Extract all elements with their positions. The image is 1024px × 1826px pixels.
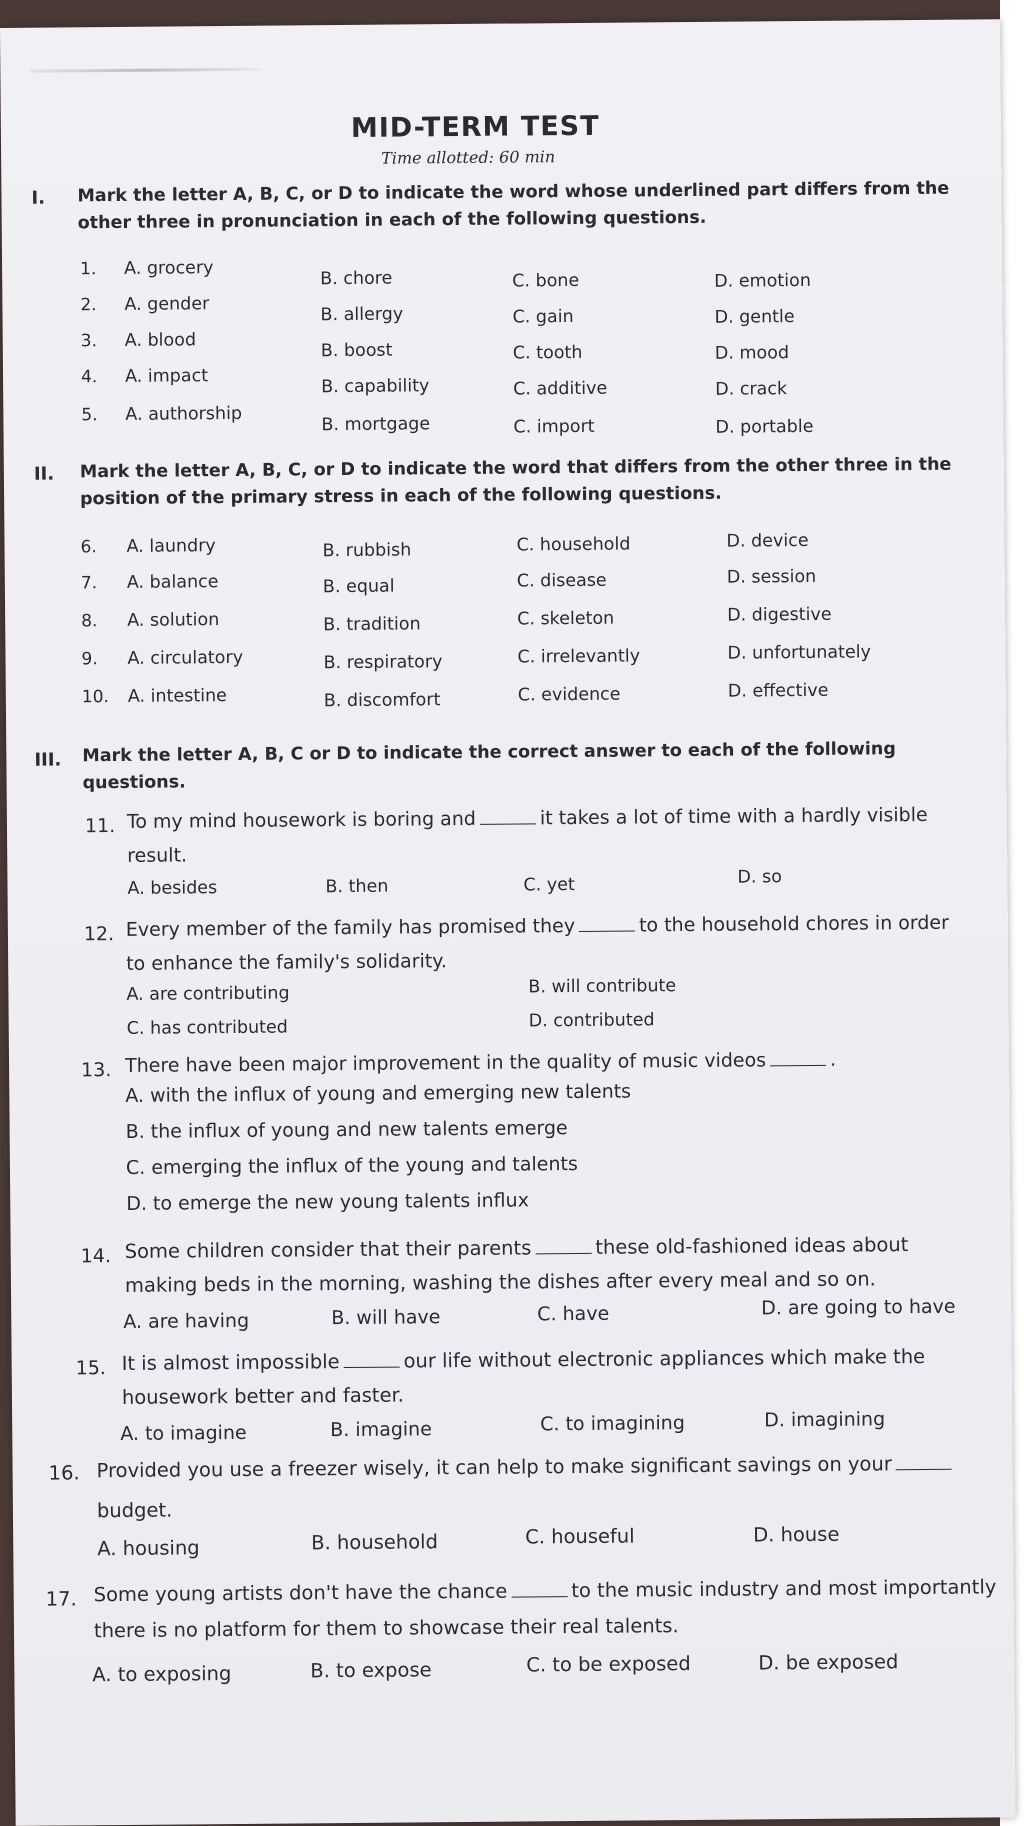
question-15-stem-start: It is almost impossible [121, 1350, 340, 1375]
question-16-stem-start: Provided you use a freezer wisely, it can help to make significant savings on your [96, 1452, 892, 1483]
question-14-option-a[interactable]: A. are having [123, 1309, 250, 1333]
question-2-option-d[interactable]: D. gentle [714, 307, 795, 328]
question-5-option-a[interactable]: A. authorship [125, 403, 243, 425]
question-13-number: 13. [81, 1059, 112, 1082]
question-14-stem [125, 1227, 988, 1303]
question-13-stem [125, 1042, 965, 1083]
question-3-number: 3. [80, 331, 98, 352]
question-14-blank [535, 1252, 591, 1254]
question-16-option-d[interactable]: D. house [753, 1522, 840, 1547]
question-3-option-d[interactable]: D. mood [714, 343, 790, 364]
question-7-number: 7. [80, 573, 98, 594]
page-title: MID-TERM TEST [350, 110, 600, 144]
question-15-blank [344, 1366, 400, 1368]
question-12-option-b[interactable]: B. will contribute [528, 976, 677, 998]
question-11-stem [127, 798, 968, 873]
question-13-stem-end: . [830, 1048, 837, 1071]
question-9-option-c[interactable]: C. irrelevantly [517, 646, 641, 668]
question-11-option-a[interactable]: A. besides [127, 878, 218, 899]
question-13-stem-start: There have been major improvement in the quality of music videos [124, 1049, 767, 1077]
question-7-option-d[interactable]: D. session [726, 566, 817, 588]
question-15-stem [122, 1339, 995, 1415]
paper-fold-line [30, 68, 260, 73]
section-3-number: III. [34, 749, 62, 771]
question-6-option-a[interactable]: A. laundry [126, 536, 216, 557]
question-12-stem-start: Every member of the family has promised they [125, 915, 576, 941]
question-16-number: 16. [48, 1461, 80, 1485]
question-10-number: 10. [81, 687, 109, 708]
question-17-number: 17. [45, 1587, 77, 1611]
question-5-option-c[interactable]: C. import [513, 416, 595, 438]
question-2-option-b[interactable]: B. allergy [320, 304, 404, 326]
question-11-option-d[interactable]: D. so [737, 867, 782, 888]
question-9-option-a[interactable]: A. circulatory [127, 647, 244, 669]
question-13-option-d[interactable]: D. to emerge the new young talents influx [126, 1189, 529, 1215]
question-17-option-d[interactable]: D. be exposed [758, 1650, 899, 1675]
question-12-option-c[interactable]: C. has contributed [126, 1017, 288, 1039]
question-12-blank [579, 929, 635, 931]
question-16-blank [896, 1468, 952, 1470]
question-14-number: 14. [80, 1245, 112, 1268]
question-17-stem [94, 1569, 1005, 1649]
question-6-option-d[interactable]: D. device [726, 530, 809, 552]
question-6-option-c[interactable]: C. household [516, 534, 631, 556]
question-8-option-c[interactable]: C. skeleton [517, 608, 615, 630]
question-12-option-d[interactable]: D. contributed [528, 1010, 655, 1032]
question-5-option-d[interactable]: D. portable [715, 416, 814, 438]
question-1-option-b[interactable]: B. chore [320, 268, 393, 290]
question-17-stem-end: to the music industry and most importantly there is no platform for them to showcase their real talents. [93, 1575, 997, 1643]
question-5-number: 5. [81, 405, 98, 426]
question-13-option-c[interactable]: C. emerging the influx of the young and talents [125, 1153, 578, 1179]
question-10-option-d[interactable]: D. effective [727, 680, 829, 702]
question-4-option-c[interactable]: C. additive [513, 378, 608, 400]
section-1-instructions: Mark the letter A, B, C, or D to indicate the word whose underlined part differs from the other three in pronunciation in each of the following questions. [77, 178, 950, 234]
question-3-option-c[interactable]: C. tooth [512, 342, 583, 364]
question-10-option-c[interactable]: C. evidence [517, 684, 621, 706]
question-2-number: 2. [80, 295, 97, 316]
question-4-option-a[interactable]: A. impact [124, 366, 209, 387]
question-4-number: 4. [80, 367, 98, 388]
question-10-option-a[interactable]: A. intestine [127, 686, 228, 707]
question-4-option-b[interactable]: B. capability [321, 376, 430, 398]
question-6-option-b[interactable]: B. rubbish [322, 540, 412, 562]
question-15-stem-end: our life without electronic appliances which make the housework better and faster. [121, 1344, 926, 1409]
question-12-option-a[interactable]: A. are contributing [126, 983, 290, 1005]
question-8-option-b[interactable]: B. tradition [323, 614, 421, 636]
section-2-instructions: Mark the letter A, B, C, or D to indicate the word that differs from the other three in the position of the primary stress in each of the following questions. [79, 454, 952, 510]
question-7-option-c[interactable]: C. disease [516, 570, 607, 592]
question-16-option-c[interactable]: C. houseful [525, 1524, 635, 1549]
question-11-option-c[interactable]: C. yet [523, 875, 575, 896]
question-8-number: 8. [81, 611, 98, 632]
question-11-number: 11. [84, 815, 116, 838]
question-1-option-d[interactable]: D. emotion [714, 270, 811, 292]
question-11-blank [480, 822, 536, 824]
question-16-stem-end: budget. [96, 1498, 173, 1523]
section-1-number: I. [31, 187, 46, 209]
question-13-blank [770, 1064, 826, 1066]
question-11-stem-end: it takes a lot of time with a hardly visible result. [127, 803, 928, 867]
question-15-option-b[interactable]: B. imagine [330, 1418, 432, 1442]
question-15-number: 15. [75, 1357, 107, 1380]
question-11-stem-start: To my mind housework is boring and [126, 807, 476, 833]
question-14-option-d[interactable]: D. are going to have [761, 1295, 956, 1320]
question-17-option-c[interactable]: C. to be exposed [526, 1652, 691, 1677]
question-10-option-b[interactable]: B. discomfort [323, 690, 441, 712]
question-7-option-a[interactable]: A. balance [126, 572, 219, 593]
question-2-option-c[interactable]: C. gain [512, 307, 574, 328]
question-1-option-a[interactable]: A. grocery [124, 258, 214, 279]
question-17-option-a[interactable]: A. to exposing [92, 1662, 232, 1687]
question-12-number: 12. [83, 923, 115, 946]
question-15-option-d[interactable]: D. imagining [764, 1408, 886, 1432]
question-8-option-d[interactable]: D. digestive [727, 604, 832, 626]
question-9-option-d[interactable]: D. unfortunately [727, 642, 872, 664]
question-8-option-a[interactable]: A. solution [127, 610, 220, 631]
question-14-option-b[interactable]: B. will have [331, 1306, 441, 1330]
question-12-stem-end: to the household chores in order to enhance the family's solidarity. [126, 911, 949, 975]
section-2-number: II. [33, 463, 55, 485]
question-5-option-b[interactable]: B. mortgage [321, 414, 431, 436]
question-9-number: 9. [81, 649, 98, 670]
question-14-option-c[interactable]: C. have [537, 1302, 610, 1326]
question-14-stem-start: Some children consider that their parents [124, 1236, 532, 1263]
question-13-option-b[interactable]: B. the influx of young and new talents emerge [125, 1117, 568, 1143]
question-15-option-a[interactable]: A. to imagine [120, 1421, 247, 1446]
question-3-option-b[interactable]: B. boost [320, 340, 393, 362]
question-17-stem-start: Some young artists don't have the chance [93, 1579, 508, 1607]
question-16-option-a[interactable]: A. housing [97, 1536, 200, 1561]
question-17-option-b[interactable]: B. to expose [310, 1658, 432, 1683]
question-7-option-b[interactable]: B. equal [322, 576, 395, 598]
question-16-option-b[interactable]: B. household [311, 1530, 438, 1555]
question-11-option-b[interactable]: B. then [325, 876, 389, 898]
question-3-option-a[interactable]: A. blood [124, 330, 197, 351]
section-3-instructions: Mark the letter A, B, C or D to indicate the correct answer to each of the following questions. [82, 739, 896, 794]
question-6-number: 6. [80, 537, 97, 558]
question-2-option-a[interactable]: A. gender [124, 294, 210, 315]
question-15-option-c[interactable]: C. to imagining [540, 1412, 685, 1436]
question-14-stem-end: these old-fashioned ideas about making beds in the morning, washing the dishes after every meal and so on. [124, 1233, 909, 1297]
question-13-option-a[interactable]: A. with the influx of young and emerging new talents [125, 1080, 632, 1107]
question-17-blank [511, 1595, 567, 1597]
test-paper [0, 19, 1016, 1826]
time-allotted: Time allotted: 60 min [381, 147, 556, 168]
question-1-option-c[interactable]: C. bone [512, 270, 580, 292]
question-9-option-b[interactable]: B. respiratory [323, 652, 443, 674]
question-16-stem [96, 1443, 997, 1531]
question-4-option-d[interactable]: D. crack [715, 379, 788, 400]
question-12-stem [126, 906, 967, 981]
question-1-number: 1. [80, 259, 97, 280]
